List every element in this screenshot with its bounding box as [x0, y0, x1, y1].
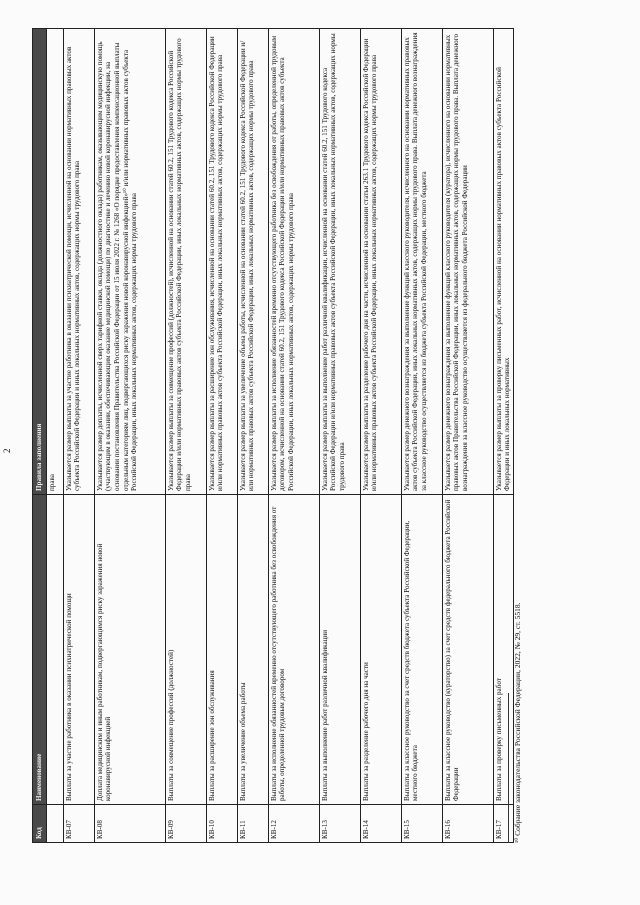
table-row [401, 29, 442, 843]
table-row [268, 29, 319, 843]
table-row [319, 29, 360, 843]
table-row [94, 29, 165, 843]
table-row [165, 29, 206, 843]
cell-rules: Указывается размер выплаты за проверку письменных работ, исчисленной на основании нормативных правовых актов субъекта Российской Федерации и иных локальных нормативных [493, 29, 513, 495]
table-row [237, 29, 268, 843]
cell-rules: Указывается размер выплаты за расширение зон обслуживания, исчисленной на основании статей 60.2, 151 Трудового кодекса Российской Федерации и/или нормативных правовых актов субъекта Российской Федерации, иных локальных нормативных актов, содержащих нормы трудового права [206, 29, 237, 495]
page-number: 2 [2, 448, 12, 453]
table-row [206, 29, 237, 843]
cell-rules: Указывается размер выплаты за исполнение обязанностей временно отсутствующего работника без освобождения от работы, определенной трудовым договором, исчисленной на основании статей 60.2, 151 Трудового кодекса Российской Федерации и/или нормативных правовых актов субъекта Российской Федерации, иных локальных нормативных актов, содержащих нормы трудового права [268, 29, 319, 495]
cell-rules: Указывается размер выплаты за разделение рабочего дня на части, исчисленной на основании статьи 263.1 Трудового кодекса Российской Федерации и/или нормативных правовых актов субъекта Российской Федерации, иных локальных нормативных актов, содержащих нормы трудового права [360, 29, 401, 495]
cell-rules: Указывается размер денежного вознаграждения за выполнение функций классного руководителя, исчисленного на основании нормативных правовых актов субъекта Российской Федерации, иных локальных нормативных актов, содержащих нормы трудового права. Выплата денежного вознаграждения за классное руководство осуществляется из бюджета субъекта Российской Федерации, местного бюджета [401, 29, 442, 495]
table-row [46, 29, 63, 843]
footnote: ¹⁰ Собрание законодательства Российской Федерации, 2022, № 29, ст. 5518. [513, 602, 522, 843]
cell-code: КВ-07 [63, 805, 94, 843]
table-row [360, 29, 401, 843]
cell-code [46, 805, 63, 843]
table-body [46, 29, 513, 843]
header-rules: Правила заполнения [33, 29, 47, 495]
cell-code: КВ-13 [319, 805, 360, 843]
footnote-separator [508, 693, 509, 843]
cell-rules: Указывается размер выплаты за совмещение профессий (должностей), исчисленной на основании статей 60.2, 151 Трудового кодекса Российской Федерации и/или нормативных правовых актов субъекта Российской Федерации, иных локальных нормативных актов, содержащих нормы трудового права [165, 29, 206, 495]
payments-table [32, 28, 514, 843]
header-code: Код [33, 805, 47, 843]
cell-rules: Указывается размер выплаты за участие работника в оказании психиатрической помощи, исчисленной на основании нормативных правовых актов субъекта Российской Федерации и иных локальных нормативных актов, содержащих нормы трудового права [63, 29, 94, 495]
cell-name: Выплаты за расширение зон обслуживания [206, 495, 237, 805]
cell-name: Доплата медицинским и иным работникам, подвергающимся риску заражения новой коронавирусной инфекцией [94, 495, 165, 805]
cell-name: Выплаты за выполнение работ различной квалификации [319, 495, 360, 805]
cell-rules: права [46, 29, 63, 495]
cell-name: Выплаты за классное руководство за счет средств бюджета субъекта Российской Федерации, местного бюджета [401, 495, 442, 805]
cell-name: Выплаты за разделение рабочего дня на части [360, 495, 401, 805]
cell-code: КВ-17 [493, 805, 513, 843]
cell-code: КВ-08 [94, 805, 165, 843]
table-row [493, 29, 513, 843]
cell-name: Выплаты за участие работника в оказании психиатрической помощи [63, 495, 94, 805]
cell-rules: Указывается размер выплаты за выполнение работ различной квалификации, исчисленной на основании статей 60.2, 151 Трудового кодекса Российской Федерации и/или нормативных правовых актов субъекта Российской Федерации, иных локальных нормативных актов, содержащих нормы трудового права [319, 29, 360, 495]
cell-code: КВ-14 [360, 805, 401, 843]
cell-rules: Указывается размер выплаты за увеличение объема работы, исчисленной на основании статей 60.2, 151 Трудового кодекса Российской Федерации и/или нормативных правовых актов субъекта Российской Федерации, иных локальных нормативных актов, содержащих нормы трудового права [237, 29, 268, 495]
cell-name: Выплаты за увеличение объема работы [237, 495, 268, 805]
cell-name: Выплаты за проверку письменных работ [493, 495, 513, 805]
cell-rules: Указывается размер доплаты, исчисленной сверх тарифной ставки, оклада (должностного оклада) работникам, оказывающим медицинскую помощь (участвующим в оказании, обеспечивающим оказание медицинской помощи) по диагностике и лечению новой коронавирусной инфекции, на основании постановления Правительства Российской Федерации от 15 июля 2022 г. № 1268 «О порядке предоставления компенсационной выплаты отдельным категориям лиц, подвергающихся риску заражения новой коронавирусной инфекцией»¹⁰ и/или нормативных правовых актов субъекта Российской Федерации, иных локальных нормативных актов, содержащих нормы трудового права [94, 29, 165, 495]
cell-name: Выплаты за исполнение обязанностей временно отсутствующего работника без освобождения от работы, определенной трудовым договором [268, 495, 319, 805]
cell-code: КВ-09 [165, 805, 206, 843]
header-name: Наименование [33, 495, 47, 805]
cell-code: КВ-11 [237, 805, 268, 843]
cell-name: Выплаты за совмещение профессий (должностей) [165, 495, 206, 805]
cell-code: КВ-12 [268, 805, 319, 843]
table-header-row [33, 29, 47, 843]
cell-code: КВ-16 [442, 805, 493, 843]
cell-name [46, 495, 63, 805]
table-row [63, 29, 94, 843]
cell-code: КВ-10 [206, 805, 237, 843]
cell-code: КВ-15 [401, 805, 442, 843]
cell-name: Выплаты за классное руководство (кураторство) за счет средств федерального бюджета Российской Федерации [442, 495, 493, 805]
table-row [442, 29, 493, 843]
cell-rules: Указывается размер денежного вознаграждения за выполнение функций классного руководителя (куратора), исчисленного на основании нормативных правовых актов Правительства Российской Федерации, иных локальных нормативных актов, содержащих нормы трудового права. Выплата денежного вознаграждения за классное руководство осуществляется из федерального бюджета Российской Федерации [442, 29, 493, 495]
